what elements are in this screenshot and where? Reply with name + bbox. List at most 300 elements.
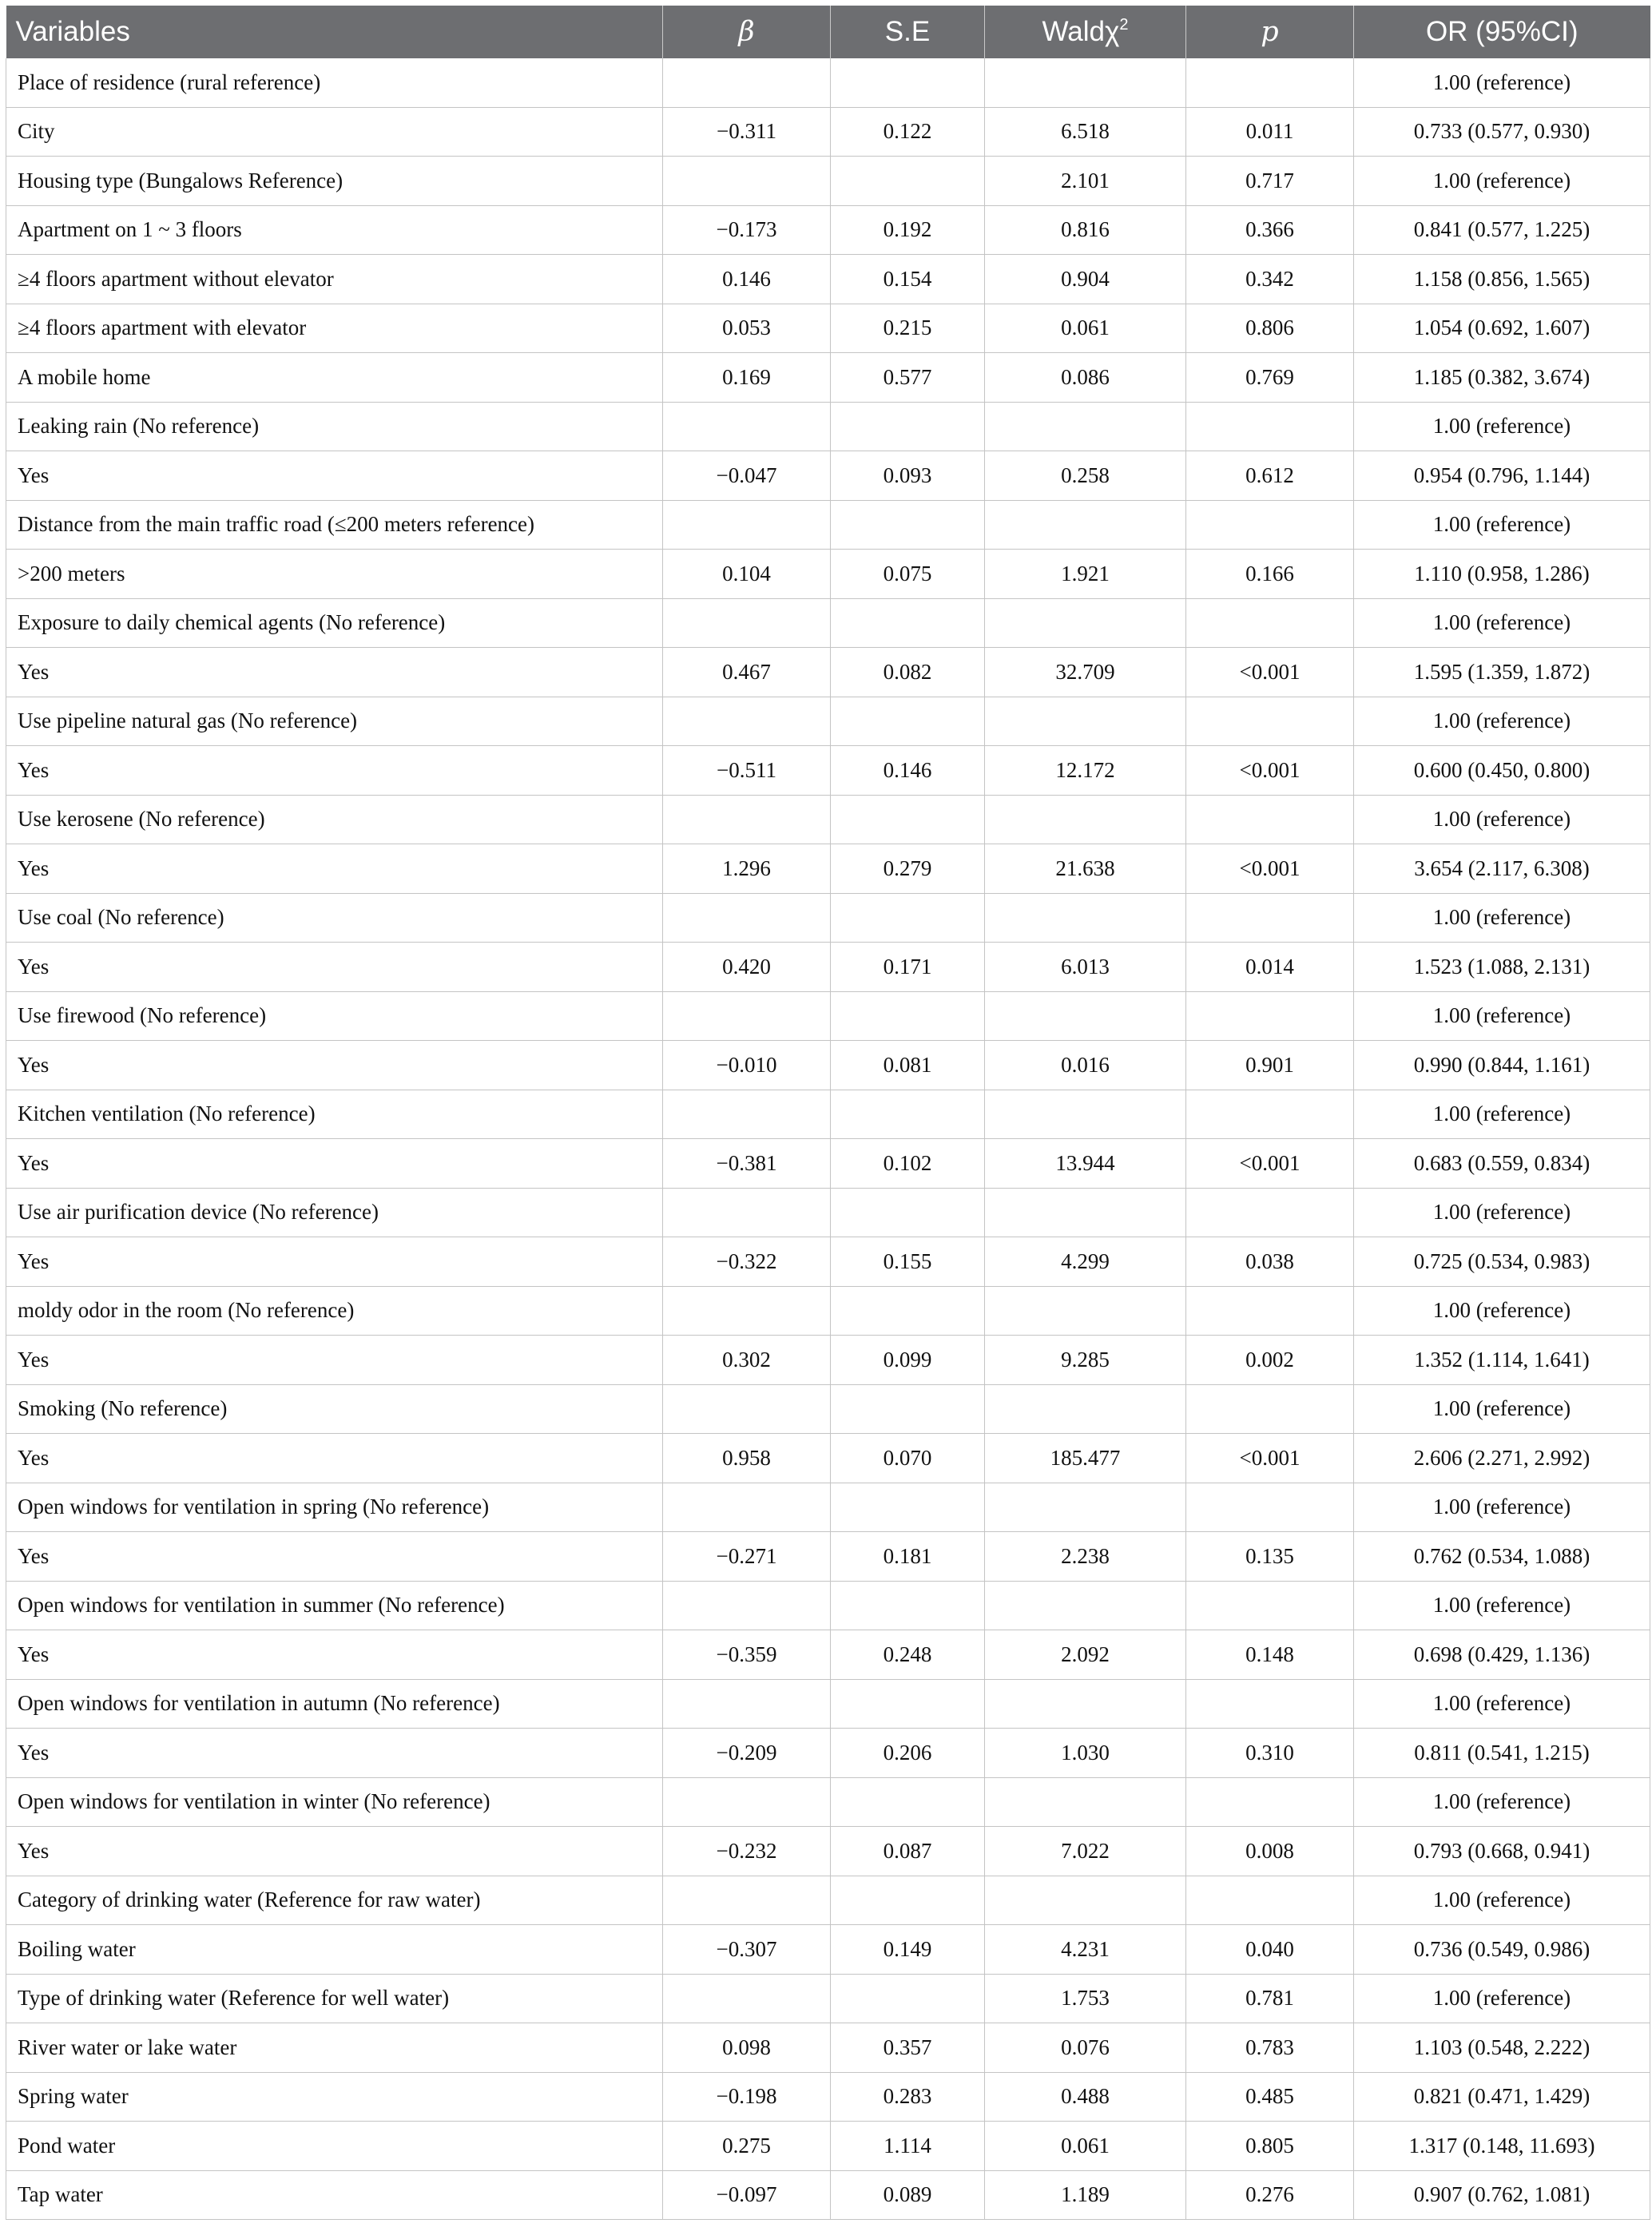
cell-or: 1.00 (reference) — [1354, 598, 1650, 648]
table-row — [6, 2170, 1650, 2220]
cell-p: 0.040 — [1186, 1925, 1354, 1975]
table-row — [6, 1679, 1650, 1729]
cell-or: 1.00 (reference) — [1354, 1286, 1650, 1336]
cell-or: 1.00 (reference) — [1354, 893, 1650, 943]
cell-or: 1.00 (reference) — [1354, 1777, 1650, 1827]
cell-se: 0.081 — [831, 1041, 985, 1090]
cell-wald: 1.030 — [985, 1729, 1186, 1778]
cell-variable: Yes — [6, 844, 663, 894]
cell-wald: 185.477 — [985, 1434, 1186, 1483]
cell-variable: Leaking rain (No reference) — [6, 402, 663, 451]
header-wald-superscript: 2 — [1119, 16, 1129, 34]
cell-se: 0.122 — [831, 107, 985, 157]
cell-or: 1.595 (1.359, 1.872) — [1354, 648, 1650, 697]
table-row — [6, 1434, 1650, 1483]
table-row — [6, 1384, 1650, 1434]
table-row — [6, 1041, 1650, 1090]
cell-beta: −0.097 — [663, 2170, 831, 2220]
cell-or: 1.00 (reference) — [1354, 58, 1650, 107]
cell-p — [1186, 58, 1354, 107]
cell-p — [1186, 1876, 1354, 1925]
table-row — [6, 58, 1650, 107]
cell-or: 0.821 (0.471, 1.429) — [1354, 2072, 1650, 2122]
cell-or: 0.907 (0.762, 1.081) — [1354, 2170, 1650, 2220]
cell-variable: Use kerosene (No reference) — [6, 795, 663, 844]
header-wald-label: Waldχ — [1042, 16, 1120, 47]
cell-beta: 0.275 — [663, 2122, 831, 2171]
cell-or: 1.523 (1.088, 2.131) — [1354, 943, 1650, 992]
cell-or: 1.00 (reference) — [1354, 500, 1650, 550]
cell-p — [1186, 1090, 1354, 1139]
cell-p: 0.783 — [1186, 2023, 1354, 2073]
table-row — [6, 1630, 1650, 1680]
cell-variable: Smoking (No reference) — [6, 1384, 663, 1434]
cell-se: 0.206 — [831, 1729, 985, 1778]
cell-variable: Place of residence (rural reference) — [6, 58, 663, 107]
cell-p — [1186, 1188, 1354, 1237]
cell-beta: −0.511 — [663, 746, 831, 796]
cell-p: 0.148 — [1186, 1630, 1354, 1680]
cell-wald — [985, 1483, 1186, 1532]
cell-or: 1.00 (reference) — [1354, 1090, 1650, 1139]
cell-or: 1.00 (reference) — [1354, 1581, 1650, 1630]
cell-or: 1.00 (reference) — [1354, 1876, 1650, 1925]
cell-wald: 1.189 — [985, 2170, 1186, 2220]
cell-wald: 2.238 — [985, 1532, 1186, 1582]
cell-p: 0.166 — [1186, 550, 1354, 599]
cell-beta: 0.302 — [663, 1336, 831, 1385]
cell-wald: 0.086 — [985, 353, 1186, 403]
cell-beta — [663, 58, 831, 107]
cell-beta — [663, 1876, 831, 1925]
cell-beta — [663, 991, 831, 1041]
cell-or: 1.317 (0.148, 11.693) — [1354, 2122, 1650, 2171]
cell-beta — [663, 1286, 831, 1336]
cell-se — [831, 991, 985, 1041]
cell-beta: −0.010 — [663, 1041, 831, 1090]
cell-wald: 0.258 — [985, 451, 1186, 501]
cell-wald — [985, 1581, 1186, 1630]
cell-or: 0.733 (0.577, 0.930) — [1354, 107, 1650, 157]
cell-wald: 9.285 — [985, 1336, 1186, 1385]
cell-variable: Yes — [6, 1139, 663, 1189]
cell-beta — [663, 795, 831, 844]
table-row — [6, 943, 1650, 992]
table-row — [6, 353, 1650, 403]
cell-beta: 0.958 — [663, 1434, 831, 1483]
cell-variable: Yes — [6, 1237, 663, 1287]
table-row — [6, 2072, 1650, 2122]
cell-wald — [985, 1679, 1186, 1729]
cell-wald — [985, 1384, 1186, 1434]
cell-se: 0.102 — [831, 1139, 985, 1189]
cell-variable: Open windows for ventilation in spring (No reference) — [6, 1483, 663, 1532]
cell-wald — [985, 697, 1186, 746]
cell-p: 0.014 — [1186, 943, 1354, 992]
cell-wald: 1.921 — [985, 550, 1186, 599]
cell-p: 0.008 — [1186, 1827, 1354, 1876]
cell-or: 1.352 (1.114, 1.641) — [1354, 1336, 1650, 1385]
cell-variable: Yes — [6, 648, 663, 697]
cell-beta: 0.467 — [663, 648, 831, 697]
cell-or: 0.954 (0.796, 1.144) — [1354, 451, 1650, 501]
cell-p: 0.011 — [1186, 107, 1354, 157]
cell-se — [831, 697, 985, 746]
cell-p — [1186, 402, 1354, 451]
cell-beta: −0.381 — [663, 1139, 831, 1189]
cell-se — [831, 1286, 985, 1336]
cell-se — [831, 1679, 985, 1729]
cell-beta: 0.098 — [663, 2023, 831, 2073]
table-row — [6, 1237, 1650, 1287]
cell-beta: −0.322 — [663, 1237, 831, 1287]
cell-p — [1186, 697, 1354, 746]
cell-p: 0.135 — [1186, 1532, 1354, 1582]
cell-p: 0.276 — [1186, 2170, 1354, 2220]
cell-p: 0.717 — [1186, 157, 1354, 206]
cell-wald: 32.709 — [985, 648, 1186, 697]
cell-p — [1186, 795, 1354, 844]
header-row — [6, 6, 1650, 58]
cell-beta: 1.296 — [663, 844, 831, 894]
cell-or: 0.841 (0.577, 1.225) — [1354, 205, 1650, 255]
cell-wald: 0.061 — [985, 2122, 1186, 2171]
cell-se — [831, 500, 985, 550]
table-row — [6, 1483, 1650, 1532]
cell-wald — [985, 1188, 1186, 1237]
header-p — [1186, 6, 1354, 58]
cell-wald — [985, 991, 1186, 1041]
header-wald — [985, 6, 1186, 58]
cell-beta: 0.053 — [663, 304, 831, 353]
cell-se: 0.357 — [831, 2023, 985, 2073]
cell-se: 0.149 — [831, 1925, 985, 1975]
table-row — [6, 1581, 1650, 1630]
cell-variable: Yes — [6, 1827, 663, 1876]
table-row — [6, 1876, 1650, 1925]
cell-beta — [663, 1581, 831, 1630]
header-p-label: p — [1261, 16, 1279, 48]
cell-se — [831, 1483, 985, 1532]
cell-or: 0.811 (0.541, 1.215) — [1354, 1729, 1650, 1778]
table-row — [6, 2122, 1650, 2171]
cell-wald — [985, 1286, 1186, 1336]
cell-wald: 0.016 — [985, 1041, 1186, 1090]
cell-or: 1.00 (reference) — [1354, 1188, 1650, 1237]
cell-beta: −0.047 — [663, 451, 831, 501]
cell-beta — [663, 697, 831, 746]
cell-wald — [985, 893, 1186, 943]
cell-or: 1.158 (0.856, 1.565) — [1354, 255, 1650, 304]
header-variables: Variables — [6, 6, 663, 58]
cell-beta: −0.307 — [663, 1925, 831, 1975]
cell-variable: Yes — [6, 746, 663, 796]
cell-variable: Yes — [6, 1041, 663, 1090]
cell-or: 0.683 (0.559, 0.834) — [1354, 1139, 1650, 1189]
cell-wald: 0.061 — [985, 304, 1186, 353]
header-beta-label: β — [738, 16, 755, 48]
cell-wald: 0.488 — [985, 2072, 1186, 2122]
cell-se: 0.283 — [831, 2072, 985, 2122]
header-beta — [663, 6, 831, 58]
cell-variable: Kitchen ventilation (No reference) — [6, 1090, 663, 1139]
cell-p: 0.485 — [1186, 2072, 1354, 2122]
cell-or: 0.600 (0.450, 0.800) — [1354, 746, 1650, 796]
cell-wald: 2.101 — [985, 157, 1186, 206]
cell-beta — [663, 1188, 831, 1237]
cell-se — [831, 58, 985, 107]
header-or: OR (95%CI) — [1354, 6, 1650, 58]
table-row — [6, 107, 1650, 157]
cell-variable: River water or lake water — [6, 2023, 663, 2073]
table-row — [6, 255, 1650, 304]
cell-variable: A mobile home — [6, 353, 663, 403]
cell-se: 0.089 — [831, 2170, 985, 2220]
cell-p: <0.001 — [1186, 648, 1354, 697]
table-row — [6, 746, 1650, 796]
cell-p: 0.612 — [1186, 451, 1354, 501]
table-row — [6, 550, 1650, 599]
cell-beta — [663, 402, 831, 451]
cell-beta: 0.146 — [663, 255, 831, 304]
cell-wald — [985, 58, 1186, 107]
cell-variable: Tap water — [6, 2170, 663, 2220]
table-row — [6, 500, 1650, 550]
table-row — [6, 598, 1650, 648]
cell-beta — [663, 1679, 831, 1729]
table-body — [6, 58, 1650, 2220]
cell-or: 1.00 (reference) — [1354, 991, 1650, 1041]
table-row — [6, 844, 1650, 894]
cell-p: 0.781 — [1186, 1974, 1354, 2023]
table-row — [6, 1777, 1650, 1827]
cell-wald: 13.944 — [985, 1139, 1186, 1189]
cell-p: <0.001 — [1186, 746, 1354, 796]
cell-variable: Pond water — [6, 2122, 663, 2171]
cell-beta: −0.271 — [663, 1532, 831, 1582]
cell-p: 0.310 — [1186, 1729, 1354, 1778]
cell-or: 1.00 (reference) — [1354, 1974, 1650, 2023]
cell-variable: Housing type (Bungalows Reference) — [6, 157, 663, 206]
cell-or: 1.00 (reference) — [1354, 402, 1650, 451]
cell-se — [831, 1581, 985, 1630]
cell-se — [831, 157, 985, 206]
cell-wald: 21.638 — [985, 844, 1186, 894]
table-row — [6, 1336, 1650, 1385]
cell-beta: −0.311 — [663, 107, 831, 157]
cell-variable: Use firewood (No reference) — [6, 991, 663, 1041]
cell-beta — [663, 1483, 831, 1532]
cell-or: 3.654 (2.117, 6.308) — [1354, 844, 1650, 894]
cell-variable: City — [6, 107, 663, 157]
cell-p: 0.038 — [1186, 1237, 1354, 1287]
cell-variable: moldy odor in the room (No reference) — [6, 1286, 663, 1336]
cell-p: <0.001 — [1186, 844, 1354, 894]
cell-p: <0.001 — [1186, 1434, 1354, 1483]
cell-p: 0.806 — [1186, 304, 1354, 353]
table-row — [6, 893, 1650, 943]
cell-se — [831, 1974, 985, 2023]
cell-p: 0.366 — [1186, 205, 1354, 255]
cell-variable: Yes — [6, 1630, 663, 1680]
cell-se: 0.248 — [831, 1630, 985, 1680]
cell-variable: ≥4 floors apartment with elevator — [6, 304, 663, 353]
cell-wald — [985, 1090, 1186, 1139]
cell-variable: Use pipeline natural gas (No reference) — [6, 697, 663, 746]
cell-or: 1.00 (reference) — [1354, 1384, 1650, 1434]
cell-variable: >200 meters — [6, 550, 663, 599]
cell-se — [831, 1090, 985, 1139]
cell-or: 1.185 (0.382, 3.674) — [1354, 353, 1650, 403]
cell-se: 0.099 — [831, 1336, 985, 1385]
cell-p — [1186, 1581, 1354, 1630]
cell-variable: Open windows for ventilation in summer (No reference) — [6, 1581, 663, 1630]
cell-beta — [663, 1384, 831, 1434]
cell-p: 0.002 — [1186, 1336, 1354, 1385]
cell-se: 0.093 — [831, 451, 985, 501]
cell-wald: 6.518 — [985, 107, 1186, 157]
cell-se: 0.154 — [831, 255, 985, 304]
cell-variable: Yes — [6, 1729, 663, 1778]
cell-se: 0.075 — [831, 550, 985, 599]
cell-or: 0.725 (0.534, 0.983) — [1354, 1237, 1650, 1287]
cell-beta: 0.104 — [663, 550, 831, 599]
cell-wald: 0.904 — [985, 255, 1186, 304]
cell-or: 1.103 (0.548, 2.222) — [1354, 2023, 1650, 2073]
cell-beta: −0.359 — [663, 1630, 831, 1680]
cell-variable: Yes — [6, 451, 663, 501]
cell-se: 1.114 — [831, 2122, 985, 2171]
table-header — [6, 6, 1650, 58]
cell-p: <0.001 — [1186, 1139, 1354, 1189]
cell-wald: 1.753 — [985, 1974, 1186, 2023]
cell-beta — [663, 1090, 831, 1139]
table-row — [6, 157, 1650, 206]
cell-se: 0.171 — [831, 943, 985, 992]
cell-wald: 4.231 — [985, 1925, 1186, 1975]
cell-wald: 2.092 — [985, 1630, 1186, 1680]
cell-p: 0.805 — [1186, 2122, 1354, 2171]
cell-beta — [663, 500, 831, 550]
cell-se: 0.215 — [831, 304, 985, 353]
cell-p: 0.901 — [1186, 1041, 1354, 1090]
cell-wald — [985, 1777, 1186, 1827]
table-row — [6, 2023, 1650, 2073]
cell-or: 0.793 (0.668, 0.941) — [1354, 1827, 1650, 1876]
table-row — [6, 1188, 1650, 1237]
cell-beta: −0.232 — [663, 1827, 831, 1876]
cell-se: 0.577 — [831, 353, 985, 403]
cell-se: 0.070 — [831, 1434, 985, 1483]
cell-p: 0.769 — [1186, 353, 1354, 403]
cell-beta: −0.209 — [663, 1729, 831, 1778]
table-row — [6, 402, 1650, 451]
cell-se — [831, 893, 985, 943]
regression-table — [6, 6, 1650, 2220]
cell-se: 0.181 — [831, 1532, 985, 1582]
cell-or: 2.606 (2.271, 2.992) — [1354, 1434, 1650, 1483]
cell-se — [831, 1777, 985, 1827]
table-row — [6, 304, 1650, 353]
cell-variable: Yes — [6, 1336, 663, 1385]
cell-variable: Yes — [6, 1434, 663, 1483]
cell-wald — [985, 795, 1186, 844]
table-row — [6, 991, 1650, 1041]
cell-wald: 7.022 — [985, 1827, 1186, 1876]
cell-variable: Use coal (No reference) — [6, 893, 663, 943]
cell-or: 0.698 (0.429, 1.136) — [1354, 1630, 1650, 1680]
cell-wald: 6.013 — [985, 943, 1186, 992]
cell-p: 0.342 — [1186, 255, 1354, 304]
cell-se: 0.279 — [831, 844, 985, 894]
cell-wald: 12.172 — [985, 746, 1186, 796]
cell-or: 1.00 (reference) — [1354, 1679, 1650, 1729]
cell-se: 0.146 — [831, 746, 985, 796]
cell-beta — [663, 1777, 831, 1827]
cell-se — [831, 402, 985, 451]
table-row — [6, 1286, 1650, 1336]
cell-or: 0.762 (0.534, 1.088) — [1354, 1532, 1650, 1582]
cell-se: 0.155 — [831, 1237, 985, 1287]
cell-or: 0.990 (0.844, 1.161) — [1354, 1041, 1650, 1090]
cell-wald: 0.076 — [985, 2023, 1186, 2073]
table-row — [6, 795, 1650, 844]
cell-or: 1.110 (0.958, 1.286) — [1354, 550, 1650, 599]
cell-variable: Exposure to daily chemical agents (No reference) — [6, 598, 663, 648]
cell-p — [1186, 1286, 1354, 1336]
header-se: S.E — [831, 6, 985, 58]
cell-se — [831, 1188, 985, 1237]
cell-se: 0.192 — [831, 205, 985, 255]
cell-p — [1186, 1384, 1354, 1434]
cell-se: 0.087 — [831, 1827, 985, 1876]
cell-beta — [663, 157, 831, 206]
cell-p — [1186, 1483, 1354, 1532]
cell-wald: 4.299 — [985, 1237, 1186, 1287]
table-row — [6, 697, 1650, 746]
cell-or: 1.00 (reference) — [1354, 157, 1650, 206]
cell-beta — [663, 598, 831, 648]
table-row — [6, 1090, 1650, 1139]
cell-or: 1.054 (0.692, 1.607) — [1354, 304, 1650, 353]
cell-variable: Use air purification device (No reference) — [6, 1188, 663, 1237]
cell-variable: Spring water — [6, 2072, 663, 2122]
cell-variable: Category of drinking water (Reference for raw water) — [6, 1876, 663, 1925]
cell-p — [1186, 500, 1354, 550]
cell-beta: −0.173 — [663, 205, 831, 255]
cell-p — [1186, 1777, 1354, 1827]
cell-beta: −0.198 — [663, 2072, 831, 2122]
cell-beta — [663, 893, 831, 943]
cell-variable: Yes — [6, 1532, 663, 1582]
table-row — [6, 1974, 1650, 2023]
cell-p — [1186, 991, 1354, 1041]
cell-or: 0.736 (0.549, 0.986) — [1354, 1925, 1650, 1975]
cell-wald — [985, 402, 1186, 451]
cell-se — [831, 598, 985, 648]
table-row — [6, 648, 1650, 697]
table-row — [6, 1925, 1650, 1975]
cell-variable: Open windows for ventilation in winter (No reference) — [6, 1777, 663, 1827]
table-row — [6, 1729, 1650, 1778]
cell-variable: Apartment on 1 ~ 3 floors — [6, 205, 663, 255]
cell-or: 1.00 (reference) — [1354, 1483, 1650, 1532]
cell-variable: ≥4 floors apartment without elevator — [6, 255, 663, 304]
cell-wald — [985, 598, 1186, 648]
cell-wald — [985, 1876, 1186, 1925]
table-row — [6, 205, 1650, 255]
cell-variable: Open windows for ventilation in autumn (No reference) — [6, 1679, 663, 1729]
